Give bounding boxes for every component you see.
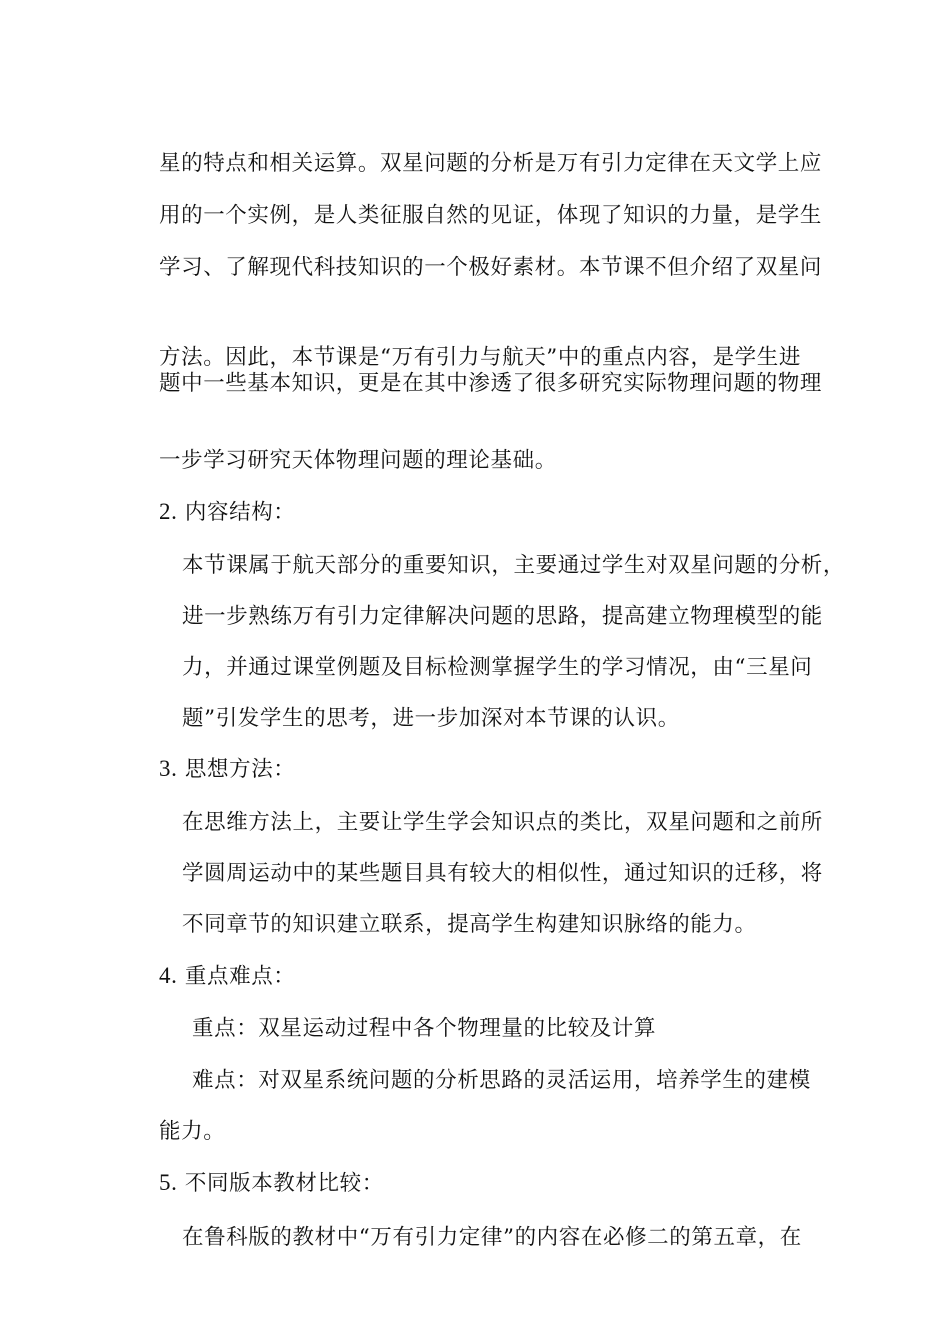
section-heading-5 <box>159 1169 384 1198</box>
section-heading-2 <box>159 498 295 527</box>
section-title: 思想方法： <box>184 757 296 782</box>
section-title: 重点难点： <box>184 964 296 989</box>
intro-line-3: 学习、了解现代科技知识的一个极好素材。本节课不但介绍了双星问 <box>159 255 823 280</box>
intro-line-6: 一步学习研究天体物理问题的理论基础。 <box>159 448 557 473</box>
section-3-line-2: 学圆周运动中的某些题目具有较大的相似性，通过知识的迁移，将 <box>182 861 823 886</box>
section-2-line-1: 本节课属于航天部分的重要知识，主要通过学生对双星问题的分析， <box>182 553 846 578</box>
difficult-point-line-continued: 能力。 <box>159 1119 226 1144</box>
intro-line-1: 星的特点和相关运算。双星问题的分析是万有引力定律在天文学上应 <box>159 151 823 176</box>
section-2-line-3: 力，并通过课堂例题及目标检测掌握学生的学习情况，由“三星问 <box>182 655 813 680</box>
intro-line-5: 题中一些基本知识，更是在其中渗透了很多研究实际物理问题的物理 <box>159 371 823 396</box>
section-2-line-2: 进一步熟练万有引力定律解决问题的思路，提高建立物理模型的能 <box>182 604 823 629</box>
intro-line-2: 用的一个实例，是人类征服自然的见证，体现了知识的力量，是学生 <box>159 203 823 228</box>
difficult-point-line: 难点：对双星系统问题的分析思路的灵活运用，培养学生的建模 <box>192 1068 811 1093</box>
section-heading-4 <box>159 962 295 991</box>
section-3-line-1: 在思维方法上，主要让学生学会知识点的类比，双星问题和之前所 <box>182 810 823 835</box>
section-3-line-3: 不同章节的知识建立联系，提高学生构建知识脉络的能力。 <box>182 912 757 937</box>
key-point-line: 重点：双星运动过程中各个物理量的比较及计算 <box>192 1016 657 1041</box>
section-number: 3. <box>159 756 178 781</box>
section-heading-3 <box>159 755 295 784</box>
section-number: 2. <box>159 499 178 524</box>
section-title: 内容结构： <box>184 500 296 525</box>
section-2-line-4: 题”引发学生的思考，进一步加深对本节课的认识。 <box>182 706 680 731</box>
section-5-line-1: 在鲁科版的教材中“万有引力定律”的内容在必修二的第五章，在 <box>182 1225 802 1250</box>
section-title: 不同版本教材比较： <box>184 1171 384 1196</box>
section-number: 5. <box>159 1170 178 1195</box>
intro-line-4: 方法。因此，本节课是“万有引力与航天”中的重点内容，是学生进 <box>159 345 801 370</box>
section-number: 4. <box>159 963 178 988</box>
